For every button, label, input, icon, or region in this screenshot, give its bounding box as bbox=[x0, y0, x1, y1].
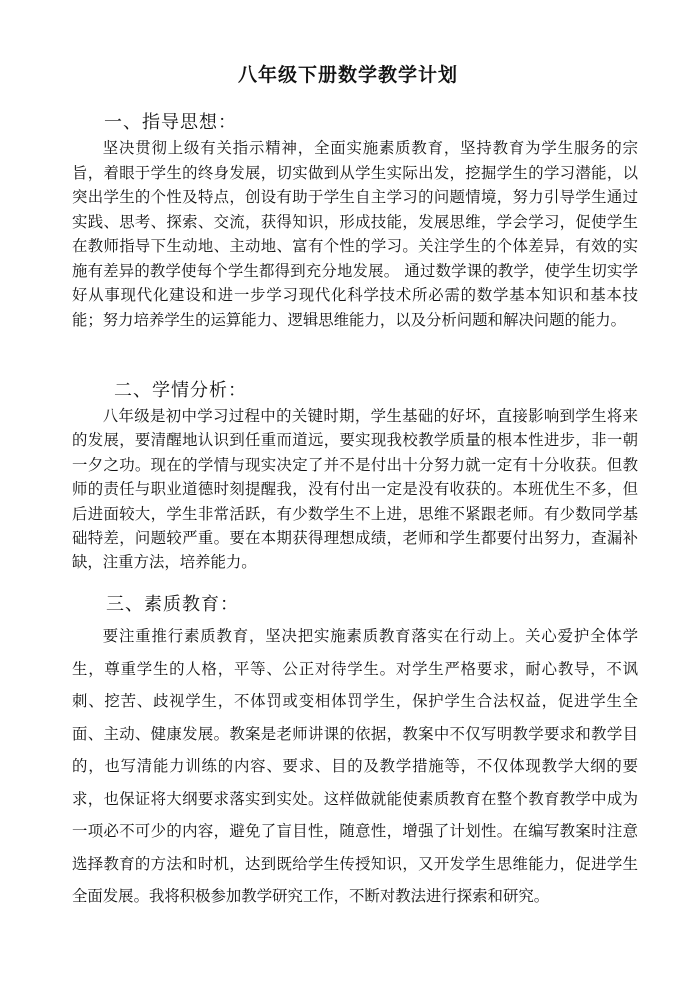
document-title: 八年级下册数学教学计划 bbox=[237, 64, 458, 86]
section-body-student-analysis: 八年级是初中学习过程中的关键时期，学生基础的好坏，直接影响到学生将来的发展，要清醒地认识到任重而道远，要实现我校教学质量的根本性进步，非一朝一夕之功。现在的学情与现实决定了并不是付出十分努力就一定有十分收获。但教师的责任与职业道德时刻提醒我，没有付出一定是没有收获的。本班优生不多，但后进面较大，学生非常活跃，有少数学生不上进，思维不紧跟老师。有少数同学基础特差，问题较严重。要在本期获得理想成绩，老师和学生都要付出努力，查漏补缺，注重方法，培养能力。 bbox=[72, 407, 638, 572]
section-heading-student-analysis: 二、学情分析： bbox=[114, 380, 247, 401]
section-body-guiding-ideology: 坚决贯彻上级有关指示精神，全面实施素质教育，坚持教育为学生服务的宗旨，着眼于学生的终身发展，切实做到从学生实际出发，挖掘学生的学习潜能，以突出学生的个性及特点，创设有助于学生自主学习的问题情境，努力引导学生通过实践、思考、探索、交流，获得知识，形成技能，发展思维，学会学习，促使学生在教师指导下生动地、主动地、富有个性的学习。关注学生的个体差异，有效的实施有差异的教学使每个学生都得到充分地发展。 通过数学课的教学，使学生切实学好从事现代化建设和进一步学习现代化科学技术所必需的数学基本知识和基本技能；努力培养学生的运算能力、逻辑思维能力，以及分析问题和解决问题的能力。 bbox=[72, 139, 638, 329]
section-heading-guiding-ideology: 一、指导思想： bbox=[104, 112, 237, 133]
section-heading-quality-education: 三、素质教育： bbox=[106, 594, 239, 615]
section-body-quality-education: 要注重推行素质教育，坚决把实施素质教育落实在行动上。关心爱护全体学生，尊重学生的人格，平等、公正对待学生。对学生严格要求，耐心教导，不讽刺、挖苦、歧视学生，不体罚或变相体罚学生，保护学生合法权益，促进学生全面、主动、健康发展。教案是老师讲课的依据，教案中不仅写明教学要求和教学目的，也写清能力训练的内容、要求、目的及教学措施等，不仅体现教学大纲的要求，也保证将大纲要求落实到实处。这样做就能使素质教育在整个教育教学中成为一项必不可少的内容，避免了盲目性，随意性，增强了计划性。在编写教案时注意选择教育的方法和时机，达到既给学生传授知识，又开发学生思维能力，促进学生全面发展。我将积极参加教学研究工作，不断对教法进行探索和研究。 bbox=[72, 627, 638, 905]
